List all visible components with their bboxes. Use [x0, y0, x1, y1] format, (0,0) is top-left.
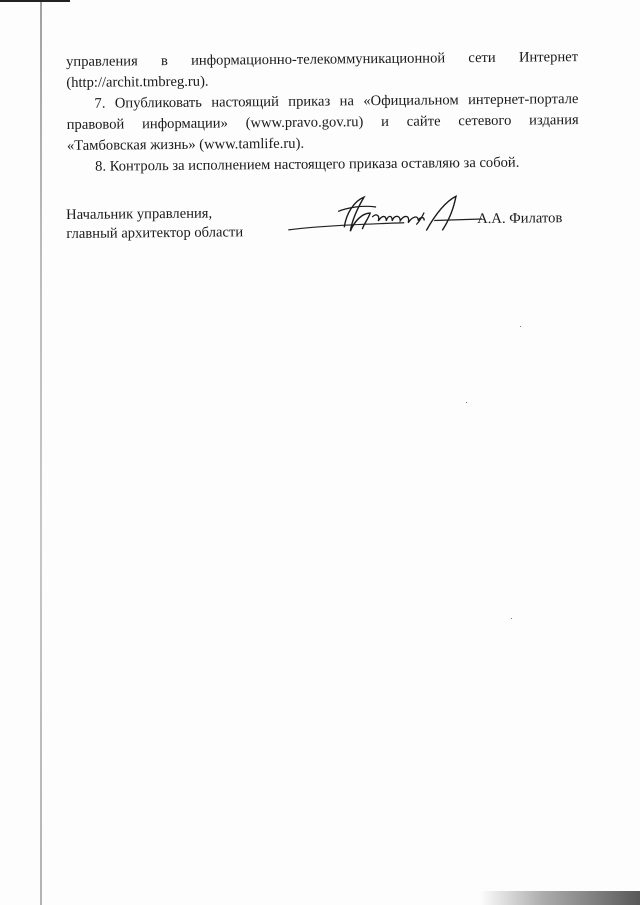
signature-block — [66, 195, 587, 260]
paragraph-7-line-1: 7. Опубликовать настоящий приказ на «Официальном интернет-портале — [94, 91, 579, 112]
scan-speck — [520, 326, 521, 327]
document-body — [66, 47, 579, 178]
paragraph-7-line-2: правовой информации» (www.pravo.gov.ru) и сайте сетевого издания — [66, 112, 579, 133]
position-line-1: Начальник управления, — [66, 205, 213, 223]
scan-speck — [511, 618, 512, 619]
handwritten-signature — [284, 190, 484, 242]
paragraph-6-continuation: управления в информационно-телекоммуникационной сети Интернет — [66, 49, 579, 70]
paragraph-7-line-3: «Тамбовская жизнь» (www.tamlife.ru). — [66, 135, 305, 154]
scan-edge-left — [40, 0, 42, 905]
position-line-2: главный архитектор области — [66, 224, 244, 242]
scan-edge-top — [0, 0, 70, 2]
scan-edge-bottom — [480, 891, 640, 905]
scan-speck — [466, 402, 467, 403]
paragraph-6-tail: (http://archit.tmbreg.ru). — [66, 73, 209, 91]
signer-name: А.А. Филатов — [477, 210, 563, 228]
signatory-position — [66, 204, 243, 244]
paragraph-8: 8. Контроль за исполнением настоящего приказа оставляю за собой. — [95, 154, 520, 175]
